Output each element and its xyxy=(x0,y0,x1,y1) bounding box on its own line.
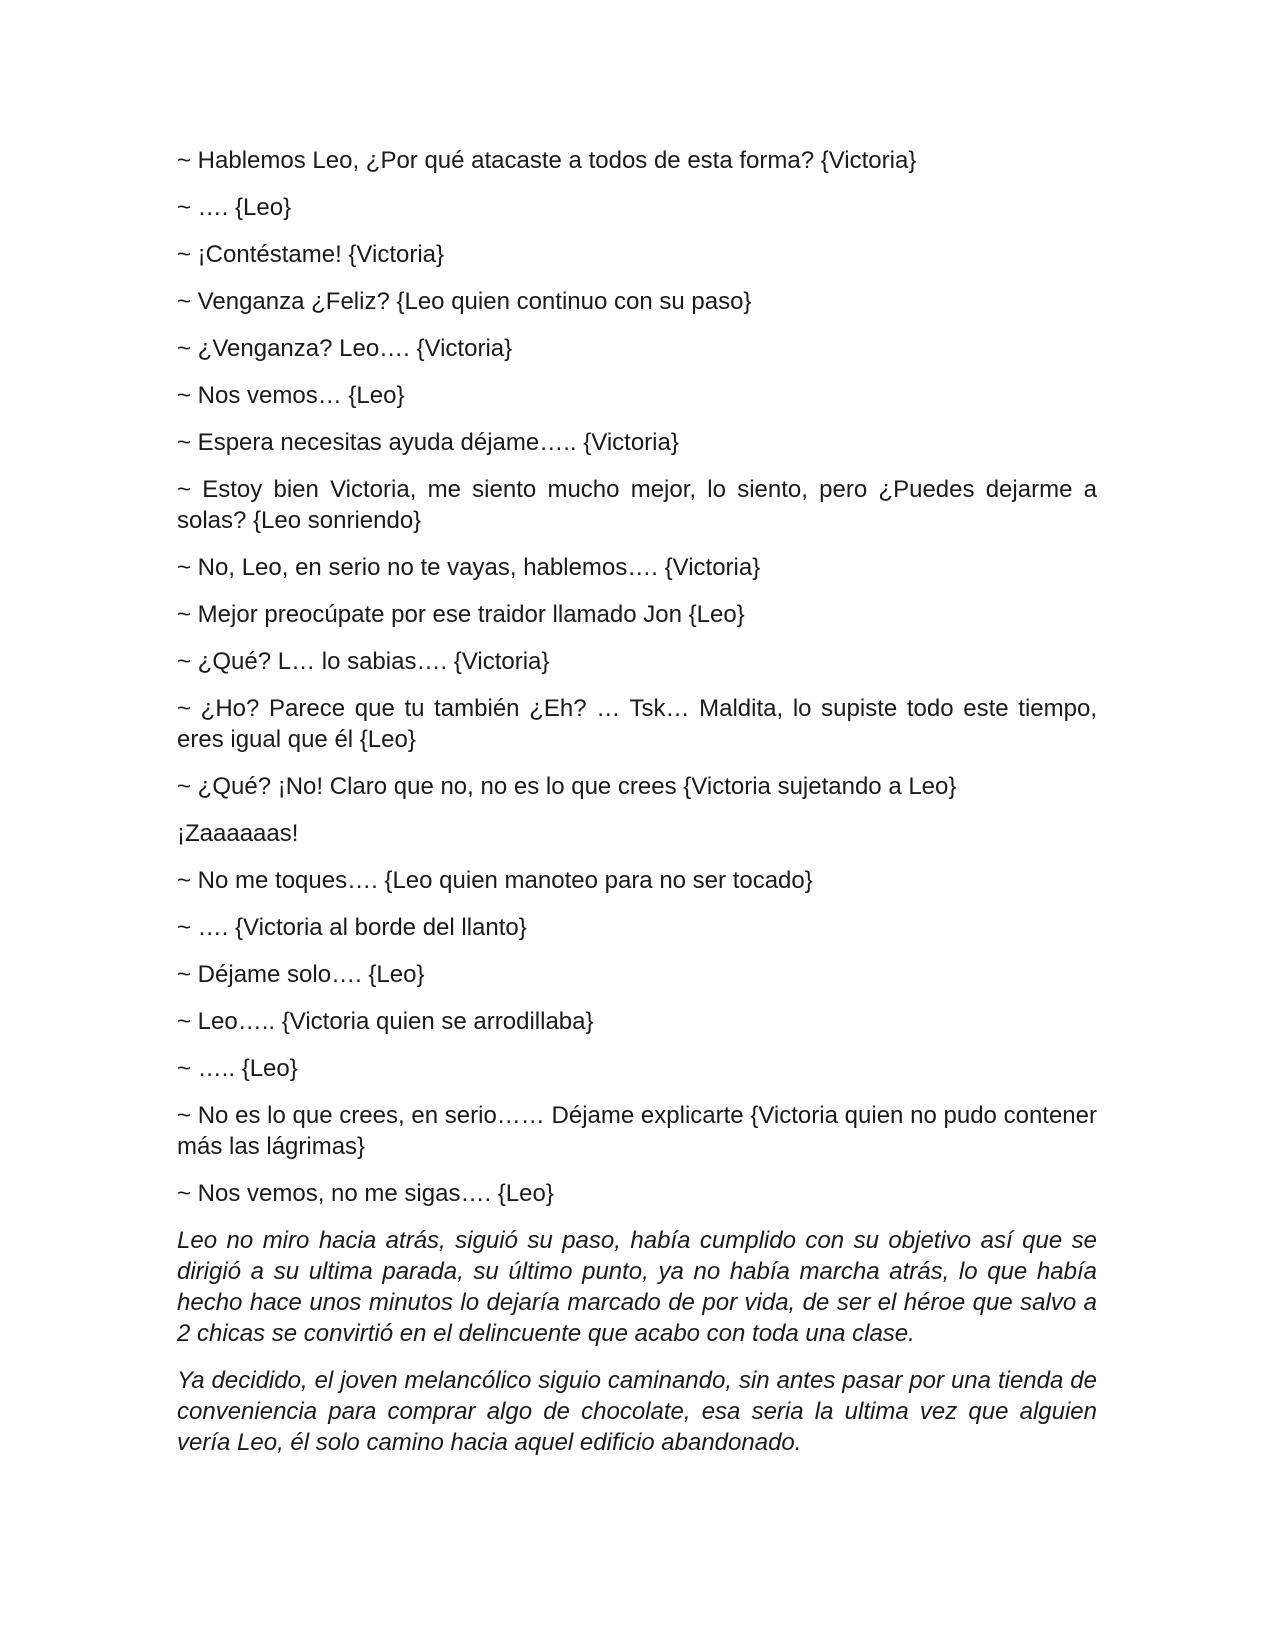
paragraph: ~ ¿Venganza? Leo…. {Victoria} xyxy=(177,335,513,362)
paragraph: ~ …. {Leo} xyxy=(177,194,292,221)
narration-paragraph: Leo no miro hacia atrás, siguió su paso, había cumplido con su objetivo así que se dirigió a su ultima parada, su último punto, ya no había marcha atrás, lo que había hecho hace unos minutos lo dejaría marcado de por vida, de ser el héroe que salvo a 2 chicas se convirtió en el delincuente que acabo con toda una clase. xyxy=(177,1227,1097,1347)
paragraph: ~ Mejor preocúpate por ese traidor llamado Jon {Leo} xyxy=(177,601,745,628)
paragraph: ~ No, Leo, en serio no te vayas, hablemos…. {Victoria} xyxy=(177,554,761,581)
paragraph: ~ Venganza ¿Feliz? {Leo quien continuo con su paso} xyxy=(177,288,752,315)
paragraph: ~ Leo….. {Victoria quien se arrodillaba} xyxy=(177,1008,594,1035)
paragraph: ~ ¡Contéstame! {Victoria} xyxy=(177,241,445,268)
document-body xyxy=(177,145,1097,1474)
paragraph: ~ Estoy bien Victoria, me siento mucho mejor, lo siento, pero ¿Puedes dejarme a solas? {Leo sonriendo} xyxy=(177,476,1097,534)
paragraph: ~ ….. {Leo} xyxy=(177,1055,298,1082)
paragraph: ~ Nos vemos, no me sigas…. {Leo} xyxy=(177,1180,554,1207)
paragraph: ~ ¿Ho? Parece que tu también ¿Eh? … Tsk… Maldita, lo supiste todo este tiempo, eres igual que él {Leo} xyxy=(177,695,1097,753)
paragraph: ~ Espera necesitas ayuda déjame….. {Victoria} xyxy=(177,429,679,456)
paragraph: ~ Hablemos Leo, ¿Por qué atacaste a todos de esta forma? {Victoria} xyxy=(177,147,917,174)
paragraph: ~ Nos vemos… {Leo} xyxy=(177,382,405,409)
paragraph: ~ No me toques…. {Leo quien manoteo para no ser tocado} xyxy=(177,867,813,894)
paragraph: ~ No es lo que crees, en serio…… Déjame explicarte {Victoria quien no pudo contener más las lágrimas} xyxy=(177,1102,1097,1160)
paragraph: ~ Déjame solo…. {Leo} xyxy=(177,961,425,988)
paragraph: ¡Zaaaaaas! xyxy=(177,820,299,847)
narration-paragraph: Ya decidido, el joven melancólico siguio caminando, sin antes pasar por una tienda de conveniencia para comprar algo de chocolate, esa seria la ultima vez que alguien vería Leo, él solo camino hacia aquel edificio abandonado. xyxy=(177,1367,1097,1456)
paragraph: ~ ¿Qué? L… lo sabias…. {Victoria} xyxy=(177,648,550,675)
paragraph: ~ ¿Qué? ¡No! Claro que no, no es lo que crees {Victoria sujetando a Leo} xyxy=(177,773,957,800)
paragraph: ~ …. {Victoria al borde del llanto} xyxy=(177,914,527,941)
